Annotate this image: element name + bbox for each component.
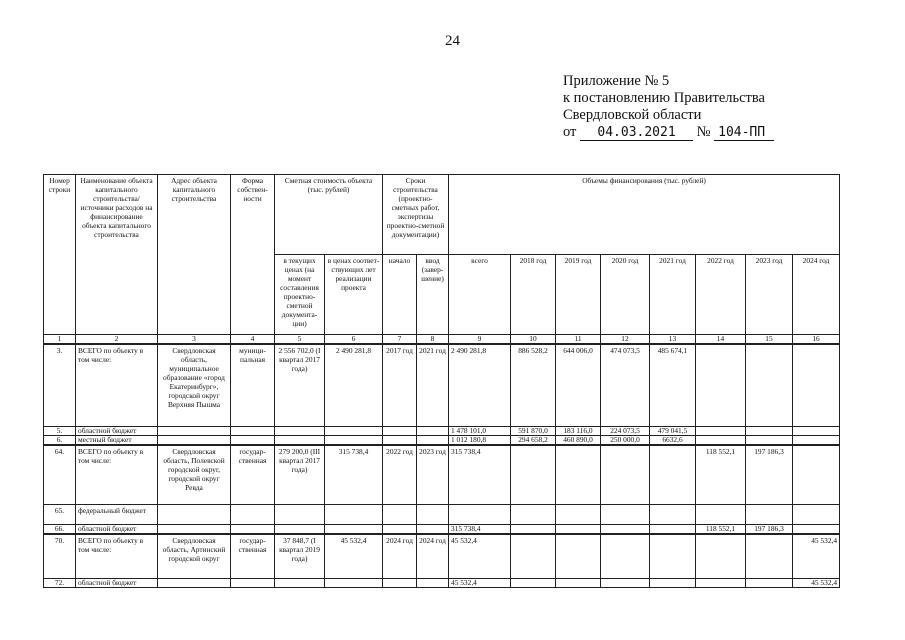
header-cost-current: в текущих ценах (на момент составления проектно-сметной документа-ции) bbox=[275, 255, 325, 335]
cell-total: 315 738,4 bbox=[449, 525, 511, 535]
column-number: 16 bbox=[793, 335, 840, 345]
cell-cost-realization: 45 532,4 bbox=[325, 534, 383, 578]
cell-y2018 bbox=[511, 534, 556, 578]
cell-y2020 bbox=[601, 525, 650, 535]
cell-no: 65. bbox=[44, 505, 76, 525]
cell-name: местный бюджет bbox=[76, 435, 158, 445]
cell-ownership: государ-ственная bbox=[231, 534, 275, 578]
cell-name: областной бюджет bbox=[76, 426, 158, 435]
cell-start bbox=[383, 578, 417, 587]
cell-y2022: 118 552,1 bbox=[696, 445, 746, 505]
header-commissioning: ввод (завер-шение) bbox=[417, 255, 449, 335]
cell-end bbox=[417, 578, 449, 587]
cell-y2024: 45 532,4 bbox=[793, 578, 840, 587]
cell-y2023: 197 186,3 bbox=[746, 445, 793, 505]
cell-end: 2021 год bbox=[417, 344, 449, 426]
cell-ownership bbox=[231, 525, 275, 535]
cell-address bbox=[158, 505, 231, 525]
cell-name: ВСЕГО по объекту в том числе: bbox=[76, 344, 158, 426]
column-number: 7 bbox=[383, 335, 417, 345]
cell-y2020 bbox=[601, 445, 650, 505]
header-year-2024: 2024 год bbox=[793, 255, 840, 335]
appendix-title: Приложение № 5 bbox=[563, 73, 670, 89]
cell-y2019: 183 116,0 bbox=[556, 426, 601, 435]
cell-start bbox=[383, 426, 417, 435]
column-number: 9 bbox=[449, 335, 511, 345]
cell-end bbox=[417, 505, 449, 525]
column-number: 1 bbox=[44, 335, 76, 345]
cell-end: 2024 год bbox=[417, 534, 449, 578]
cell-ownership bbox=[231, 435, 275, 445]
cell-y2023 bbox=[746, 534, 793, 578]
cell-name: областной бюджет bbox=[76, 525, 158, 535]
cell-start bbox=[383, 435, 417, 445]
cell-y2023 bbox=[746, 426, 793, 435]
column-number: 11 bbox=[556, 335, 601, 345]
cell-cost-realization bbox=[325, 426, 383, 435]
header-deadlines: Сроки строительства (проектно-сметных работ, экспертизы проектно-сметной документации) bbox=[383, 175, 449, 255]
number-label: № bbox=[696, 124, 711, 140]
cell-name: ВСЕГО по объекту в том числе: bbox=[76, 445, 158, 505]
column-number: 10 bbox=[511, 335, 556, 345]
cell-y2019: 644 006,0 bbox=[556, 344, 601, 426]
cell-name: федеральный бюджет bbox=[76, 505, 158, 525]
cell-cost-current: 37 848,7 (I квартал 2019 года) bbox=[275, 534, 325, 578]
cell-cost-current bbox=[275, 505, 325, 525]
cell-start: 2017 год bbox=[383, 344, 417, 426]
cell-y2018 bbox=[511, 578, 556, 587]
header-year-2023: 2023 год bbox=[746, 255, 793, 335]
table-body bbox=[44, 344, 840, 587]
header-financing: Объемы финансирования (тыс. рублей) bbox=[449, 175, 840, 255]
header-cost-realization: в ценах соответ-ствующих лет реализации проекта bbox=[325, 255, 383, 335]
cell-y2024: 45 532,4 bbox=[793, 534, 840, 578]
cell-y2021 bbox=[650, 578, 696, 587]
cell-cost-current bbox=[275, 435, 325, 445]
cell-y2024 bbox=[793, 525, 840, 535]
header-row-number: Номер строки bbox=[44, 175, 76, 335]
column-number: 14 bbox=[696, 335, 746, 345]
cell-y2022: 118 552,1 bbox=[696, 525, 746, 535]
cell-y2018 bbox=[511, 525, 556, 535]
cell-cost-current: 2 556 702,0 (I квартал 2017 года) bbox=[275, 344, 325, 426]
cell-y2024 bbox=[793, 435, 840, 445]
cell-y2024 bbox=[793, 505, 840, 525]
cell-total: 1 478 101,0 bbox=[449, 426, 511, 435]
cell-cost-realization bbox=[325, 435, 383, 445]
from-label: от bbox=[563, 124, 577, 140]
cell-total: 45 532,4 bbox=[449, 534, 511, 578]
header-start: начало bbox=[383, 255, 417, 335]
cell-y2021 bbox=[650, 525, 696, 535]
cell-y2024 bbox=[793, 445, 840, 505]
cell-y2023 bbox=[746, 344, 793, 426]
table-row bbox=[44, 505, 840, 525]
table-row bbox=[44, 344, 840, 426]
header-total: всего bbox=[449, 255, 511, 335]
cell-y2019 bbox=[556, 534, 601, 578]
cell-end bbox=[417, 435, 449, 445]
cell-y2021 bbox=[650, 445, 696, 505]
cell-address: Свердловская область, Артинский городской округ bbox=[158, 534, 231, 578]
cell-y2021 bbox=[650, 534, 696, 578]
cell-total: 1 012 180,8 bbox=[449, 435, 511, 445]
cell-cost-realization bbox=[325, 525, 383, 535]
appendix-line-2: к постановлению Правительства bbox=[563, 90, 765, 106]
cell-y2024 bbox=[793, 344, 840, 426]
column-number: 2 bbox=[76, 335, 158, 345]
cell-address: Свердловская область, муниципальное образование «город Екатеринбург», городской округ Верхняя Пышма bbox=[158, 344, 231, 426]
cell-y2019 bbox=[556, 578, 601, 587]
cell-no: 72. bbox=[44, 578, 76, 587]
header-address: Адрес объекта капитального строительства bbox=[158, 175, 231, 335]
resolution-number: 104-ПП bbox=[714, 126, 774, 141]
column-number: 5 bbox=[275, 335, 325, 345]
cell-y2021: 6632,6 bbox=[650, 435, 696, 445]
cell-cost-current bbox=[275, 525, 325, 535]
cell-ownership bbox=[231, 578, 275, 587]
column-number: 3 bbox=[158, 335, 231, 345]
cell-ownership: государ-ственная bbox=[231, 445, 275, 505]
table-row bbox=[44, 445, 840, 505]
cell-y2019 bbox=[556, 505, 601, 525]
cell-y2022 bbox=[696, 505, 746, 525]
cell-total bbox=[449, 505, 511, 525]
appendix-signature-line bbox=[563, 124, 774, 141]
cell-y2020: 474 073,5 bbox=[601, 344, 650, 426]
cell-end bbox=[417, 525, 449, 535]
cell-y2018: 591 870,0 bbox=[511, 426, 556, 435]
column-number: 13 bbox=[650, 335, 696, 345]
cell-y2021: 485 674,1 bbox=[650, 344, 696, 426]
column-number: 12 bbox=[601, 335, 650, 345]
cell-y2021: 479 041,5 bbox=[650, 426, 696, 435]
cell-y2018 bbox=[511, 505, 556, 525]
cell-no: 5. bbox=[44, 426, 76, 435]
cell-ownership: муници-пальная bbox=[231, 344, 275, 426]
appendix-block bbox=[563, 73, 774, 141]
cell-cost-realization: 2 490 281,8 bbox=[325, 344, 383, 426]
cell-start: 2022 год bbox=[383, 445, 417, 505]
cell-name: ВСЕГО по объекту в том числе: bbox=[76, 534, 158, 578]
cell-y2018 bbox=[511, 445, 556, 505]
table-row bbox=[44, 426, 840, 435]
cell-cost-current bbox=[275, 578, 325, 587]
resolution-date: 04.03.2021 bbox=[580, 126, 693, 141]
cell-ownership bbox=[231, 505, 275, 525]
column-number-row bbox=[44, 335, 840, 345]
cell-y2018: 886 528,2 bbox=[511, 344, 556, 426]
cell-y2019 bbox=[556, 445, 601, 505]
header-object-name: Наименование объекта капитального строительства/ источники расходов на финансирование объекта капитального строительства bbox=[76, 175, 158, 335]
header-row-1 bbox=[44, 175, 840, 255]
page-number: 24 bbox=[445, 33, 460, 49]
column-number: 4 bbox=[231, 335, 275, 345]
cell-y2022 bbox=[696, 578, 746, 587]
cell-y2022 bbox=[696, 534, 746, 578]
cell-address bbox=[158, 578, 231, 587]
table-row bbox=[44, 525, 840, 535]
cell-end: 2023 год bbox=[417, 445, 449, 505]
cell-cost-current: 279 200,0 (III квартал 2017 года) bbox=[275, 445, 325, 505]
cell-start: 2024 год bbox=[383, 534, 417, 578]
cell-y2021 bbox=[650, 505, 696, 525]
cell-y2018: 294 658,2 bbox=[511, 435, 556, 445]
column-number: 8 bbox=[417, 335, 449, 345]
financing-table bbox=[43, 174, 840, 588]
cell-ownership bbox=[231, 426, 275, 435]
cell-no: 6. bbox=[44, 435, 76, 445]
cell-y2020 bbox=[601, 534, 650, 578]
table-row bbox=[44, 578, 840, 587]
header-year-2020: 2020 год bbox=[601, 255, 650, 335]
cell-address bbox=[158, 525, 231, 535]
cell-start bbox=[383, 505, 417, 525]
cell-total: 45 532,4 bbox=[449, 578, 511, 587]
cell-cost-realization: 315 738,4 bbox=[325, 445, 383, 505]
cell-address: Свердловская область, Полевской городской округ, городской округ Ревда bbox=[158, 445, 231, 505]
cell-y2020 bbox=[601, 505, 650, 525]
cell-y2020 bbox=[601, 578, 650, 587]
cell-no: 64. bbox=[44, 445, 76, 505]
cell-y2020: 224 073,5 bbox=[601, 426, 650, 435]
cell-start bbox=[383, 525, 417, 535]
cell-cost-current bbox=[275, 426, 325, 435]
header-year-2018: 2018 год bbox=[511, 255, 556, 335]
appendix-line-3: Свердловской области bbox=[563, 107, 702, 123]
cell-y2023 bbox=[746, 578, 793, 587]
cell-y2019 bbox=[556, 525, 601, 535]
cell-address bbox=[158, 435, 231, 445]
header-year-2021: 2021 год bbox=[650, 255, 696, 335]
cell-y2023 bbox=[746, 505, 793, 525]
cell-end bbox=[417, 426, 449, 435]
table-row bbox=[44, 534, 840, 578]
cell-y2019: 460 890,0 bbox=[556, 435, 601, 445]
cell-y2023 bbox=[746, 435, 793, 445]
cell-total: 315 738,4 bbox=[449, 445, 511, 505]
cell-y2023: 197 186,3 bbox=[746, 525, 793, 535]
header-year-2022: 2022 год bbox=[696, 255, 746, 335]
header-year-2019: 2019 год bbox=[556, 255, 601, 335]
cell-no: 70. bbox=[44, 534, 76, 578]
table-row bbox=[44, 435, 840, 445]
cell-no: 66. bbox=[44, 525, 76, 535]
header-estimated-cost: Сметная стоимость объекта (тыс. рублей) bbox=[275, 175, 383, 255]
cell-y2022 bbox=[696, 426, 746, 435]
header-ownership: Форма собствен-ности bbox=[231, 175, 275, 335]
cell-no: 3. bbox=[44, 344, 76, 426]
cell-cost-realization bbox=[325, 505, 383, 525]
column-number: 15 bbox=[746, 335, 793, 345]
cell-address bbox=[158, 426, 231, 435]
cell-y2022 bbox=[696, 344, 746, 426]
cell-y2020: 250 000,0 bbox=[601, 435, 650, 445]
cell-y2022 bbox=[696, 435, 746, 445]
cell-y2024 bbox=[793, 426, 840, 435]
cell-cost-realization bbox=[325, 578, 383, 587]
column-number: 6 bbox=[325, 335, 383, 345]
cell-total: 2 490 281,8 bbox=[449, 344, 511, 426]
cell-name: областной бюджет bbox=[76, 578, 158, 587]
